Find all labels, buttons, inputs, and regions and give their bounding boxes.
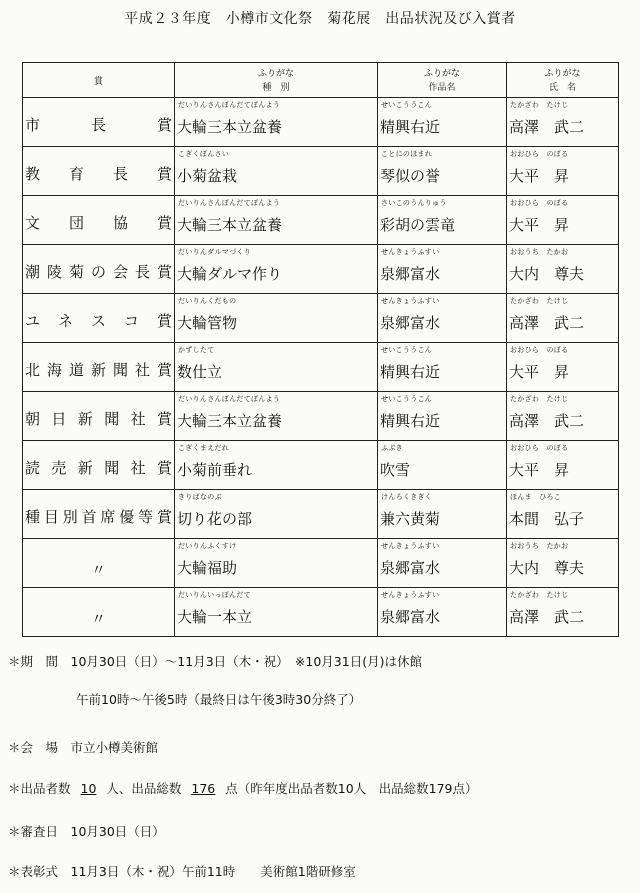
work-name: 泉郷富水: [380, 559, 441, 577]
winner-furigana: おおひら のぼる: [510, 199, 569, 207]
work-cell: [378, 392, 507, 441]
work-cell: [378, 147, 507, 196]
winner-cell: [507, 588, 619, 637]
work-cell: [378, 196, 507, 245]
winner-cell: [507, 196, 619, 245]
winner-cell: [507, 392, 619, 441]
work-furigana: せんきょうふすい: [381, 297, 440, 305]
exhibitors-mid: 人、出品総数: [106, 781, 182, 796]
award-name: 市長賞: [25, 116, 172, 134]
work-cell: [378, 441, 507, 490]
award-cell: [23, 147, 175, 196]
award-cell: [23, 245, 175, 294]
award-name: 北海道新聞社賞: [25, 361, 172, 379]
winner-cell: [507, 539, 619, 588]
work-cell: [378, 343, 507, 392]
work-name: 精興右近: [380, 118, 441, 136]
award-name: 〃: [90, 561, 106, 579]
table-header-row: [23, 63, 619, 98]
variety-furigana: きりばなのぶ: [178, 493, 222, 501]
work-cell: [378, 588, 507, 637]
award-cell: [23, 588, 175, 637]
award-cell: [23, 343, 175, 392]
winner-cell: [507, 147, 619, 196]
winner-name: 大内 尊夫: [509, 265, 585, 283]
work-cell: [378, 539, 507, 588]
award-name: ユネスコ賞: [25, 312, 172, 330]
variety-cell: [175, 343, 378, 392]
winner-furigana: たかざわ たけじ: [510, 101, 569, 109]
award-name: 朝日新聞社賞: [25, 410, 172, 428]
work-cell: [378, 245, 507, 294]
winner-name: 高澤 武二: [509, 314, 585, 332]
variety-cell: [175, 392, 378, 441]
work-furigana: けんろくきぎく: [381, 493, 433, 501]
variety-cell: [175, 196, 378, 245]
winner-furigana: たかざわ たけじ: [510, 395, 569, 403]
work-furigana: せんきょうふすい: [381, 591, 440, 599]
work-furigana: せんきょうふすい: [381, 248, 440, 256]
winner-name: 高澤 武二: [509, 118, 585, 136]
award-name: 教育長賞: [25, 165, 172, 183]
winner-name: 大平 昇: [509, 167, 570, 185]
award-cell: [23, 539, 175, 588]
award-cell: [23, 441, 175, 490]
variety-furigana: だいりんさんぼんだてぼんよう: [178, 199, 281, 207]
variety-furigana: だいりんダルマづくり: [178, 248, 251, 256]
table-row: [23, 539, 619, 588]
period-line-2: 午前10時～午後5時（最終日は午後3時30分終了）: [76, 692, 362, 707]
table-row: [23, 490, 619, 539]
variety-name: 大輪一本立: [177, 608, 253, 626]
award-cell: [23, 196, 175, 245]
work-furigana: ふぶき: [381, 444, 403, 452]
ceremony-line: ＊表彰式 11月3日（木・祝）午前11時 美術館1階研修室: [8, 864, 356, 879]
table-row: [23, 588, 619, 637]
work-cell: [378, 490, 507, 539]
winner-furigana: おおひら のぼる: [510, 346, 569, 354]
work-cell: [378, 98, 507, 147]
variety-furigana: こぎくぼんさい: [178, 150, 230, 158]
variety-name: 小菊前垂れ: [177, 461, 253, 479]
variety-cell: [175, 245, 378, 294]
variety-name: 大輪ダルマ作り: [177, 265, 283, 283]
venue-line: ＊会 場 市立小樽美術館: [8, 740, 159, 755]
variety-cell: [175, 147, 378, 196]
table-row: [23, 343, 619, 392]
variety-furigana: だいりんさんぼんだてぼんよう: [178, 101, 281, 109]
winner-name: 高澤 武二: [509, 608, 585, 626]
work-name: 泉郷富水: [380, 265, 441, 283]
winner-furigana: おおひら のぼる: [510, 444, 569, 452]
variety-furigana: だいりんくだもの: [178, 297, 237, 305]
exhibitors-count: 10: [80, 781, 97, 796]
winner-furigana: おおうち たかお: [510, 542, 569, 550]
award-name: 潮陵菊の会長賞: [25, 263, 172, 281]
work-name: 精興右近: [380, 363, 441, 381]
winner-furigana: たかざわ たけじ: [510, 591, 569, 599]
work-name: 泉郷富水: [380, 608, 441, 626]
work-name: 兼六黄菊: [380, 510, 441, 528]
table-row: [23, 147, 619, 196]
variety-name: 小菊盆栽: [177, 167, 238, 185]
exhibitors-prefix: ＊出品者数: [8, 781, 71, 796]
table-row: [23, 245, 619, 294]
award-name: 種目別首席優等賞: [25, 508, 172, 526]
table-row: [23, 294, 619, 343]
winner-cell: [507, 98, 619, 147]
variety-cell: [175, 98, 378, 147]
work-name: 吹雪: [380, 461, 411, 479]
work-name: 精興右近: [380, 412, 441, 430]
variety-furigana: こぎくまえだれ: [178, 444, 230, 452]
variety-cell: [175, 490, 378, 539]
variety-name: 大輪福助: [177, 559, 238, 577]
winner-cell: [507, 294, 619, 343]
winner-name: 高澤 武二: [509, 412, 585, 430]
exhibitors-line: [8, 779, 478, 797]
winner-furigana: たかざわ たけじ: [510, 297, 569, 305]
award-cell: [23, 294, 175, 343]
variety-name: 大輪三本立盆養: [177, 412, 283, 430]
work-name: 泉郷富水: [380, 314, 441, 332]
winner-furigana: おおうち たかお: [510, 248, 569, 256]
work-name: 彩胡の雲竜: [380, 216, 456, 234]
winner-furigana: おおひら のぼる: [510, 150, 569, 158]
variety-name: 大輪管物: [177, 314, 238, 332]
period-line-1: ＊期 間 10月30日（日）～11月3日（木・祝） ※10月31日(月)は休館: [8, 654, 422, 669]
award-cell: [23, 98, 175, 147]
award-table: [22, 62, 619, 637]
award-name: 〃: [90, 610, 106, 628]
judging-line: ＊審査日 10月30日（日）: [8, 824, 165, 839]
entries-count: 176: [191, 781, 216, 796]
winner-name: 大平 昇: [509, 363, 570, 381]
variety-name: 切り花の部: [177, 510, 253, 528]
exhibitors-suffix: 点（昨年度出品者数10人 出品総数179点）: [225, 781, 478, 796]
winner-name: 大平 昇: [509, 461, 570, 479]
table-row: [23, 441, 619, 490]
work-name: 琴似の誉: [380, 167, 441, 185]
winner-cell: [507, 245, 619, 294]
winner-name: 本間 弘子: [509, 510, 585, 528]
winner-cell: [507, 490, 619, 539]
variety-name: 数仕立: [177, 363, 223, 381]
work-furigana: さいこのうんりゅう: [381, 199, 447, 207]
award-cell: [23, 392, 175, 441]
variety-name: 大輪三本立盆養: [177, 118, 283, 136]
header-award: 賞: [23, 63, 175, 98]
variety-furigana: だいりんいっぽんだて: [178, 591, 251, 599]
table-row: [23, 392, 619, 441]
winner-furigana: ほんま ひろこ: [510, 493, 562, 501]
work-furigana: ことにのほまれ: [381, 150, 433, 158]
variety-name: 大輪三本立盆養: [177, 216, 283, 234]
header-variety: ふりがな 種 別: [175, 63, 378, 98]
variety-furigana: だいりんふくすけ: [178, 542, 237, 550]
variety-cell: [175, 294, 378, 343]
variety-cell: [175, 588, 378, 637]
header-name: ふりがな 氏 名: [507, 63, 619, 98]
variety-furigana: かずしたて: [178, 346, 215, 354]
variety-cell: [175, 441, 378, 490]
table-row: [23, 98, 619, 147]
work-furigana: せんきょうふすい: [381, 542, 440, 550]
header-work: ふりがな 作品名: [378, 63, 507, 98]
winner-name: 大内 尊夫: [509, 559, 585, 577]
award-name: 文団協賞: [25, 214, 172, 232]
award-cell: [23, 490, 175, 539]
table-row: [23, 196, 619, 245]
work-cell: [378, 294, 507, 343]
work-furigana: せいこううこん: [381, 346, 433, 354]
page-title: 平成２３年度 小樽市文化祭 菊花展 出品状況及び入賞者: [124, 11, 516, 27]
winner-cell: [507, 343, 619, 392]
work-furigana: せいこううこん: [381, 395, 433, 403]
variety-cell: [175, 539, 378, 588]
winner-cell: [507, 441, 619, 490]
award-name: 読売新聞社賞: [25, 459, 172, 477]
work-furigana: せいこううこん: [381, 101, 433, 109]
variety-furigana: だいりんさんぼんだてぼんよう: [178, 395, 281, 403]
winner-name: 大平 昇: [509, 216, 570, 234]
